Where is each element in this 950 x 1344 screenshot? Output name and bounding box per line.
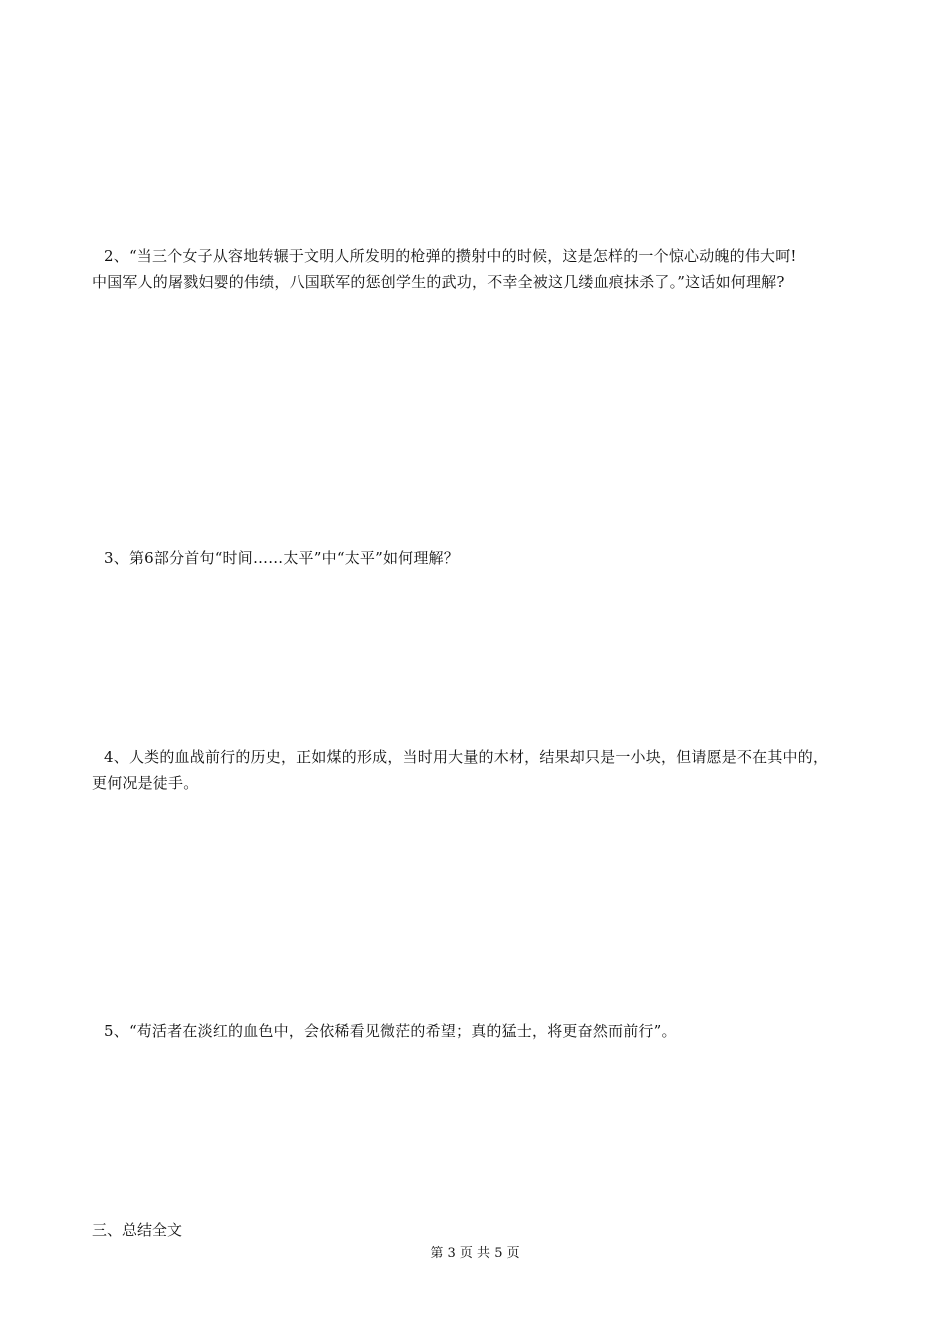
question-5-line-1: 5、“苟活者在淡红的血色中，会依稀看见微茫的希望；真的猛士，将更奋然而前行”。 — [104, 1022, 677, 1040]
question-5 — [92, 1018, 862, 1044]
question-3-line-1: 3、第6部分首句“时间……太平”中“太平”如何理解？ — [104, 549, 459, 567]
question-4-line-2: 更何况是徒手。 — [92, 774, 199, 792]
question-4 — [92, 744, 862, 796]
question-3 — [92, 545, 862, 571]
section-heading: 三、总结全文 — [92, 1221, 183, 1239]
page-footer: 第 3 页 共 5 页 — [430, 1246, 520, 1261]
question-4-line-1: 4、人类的血战前行的历史，正如煤的形成，当时用大量的木材，结果却只是一小块，但请愿是不在其中的， — [104, 748, 829, 766]
question-2 — [92, 243, 862, 295]
question-2-line-1: 2、“当三个女子从容地转辗于文明人所发明的枪弹的攒射中的时候，这是怎样的一个惊心动魄的伟大呵! — [104, 247, 797, 265]
question-2-line-2: 中国军人的屠戮妇婴的伟绩，八国联军的惩创学生的武功，不幸全被这几缕血痕抹杀了。”这话如何理解? — [92, 273, 785, 291]
